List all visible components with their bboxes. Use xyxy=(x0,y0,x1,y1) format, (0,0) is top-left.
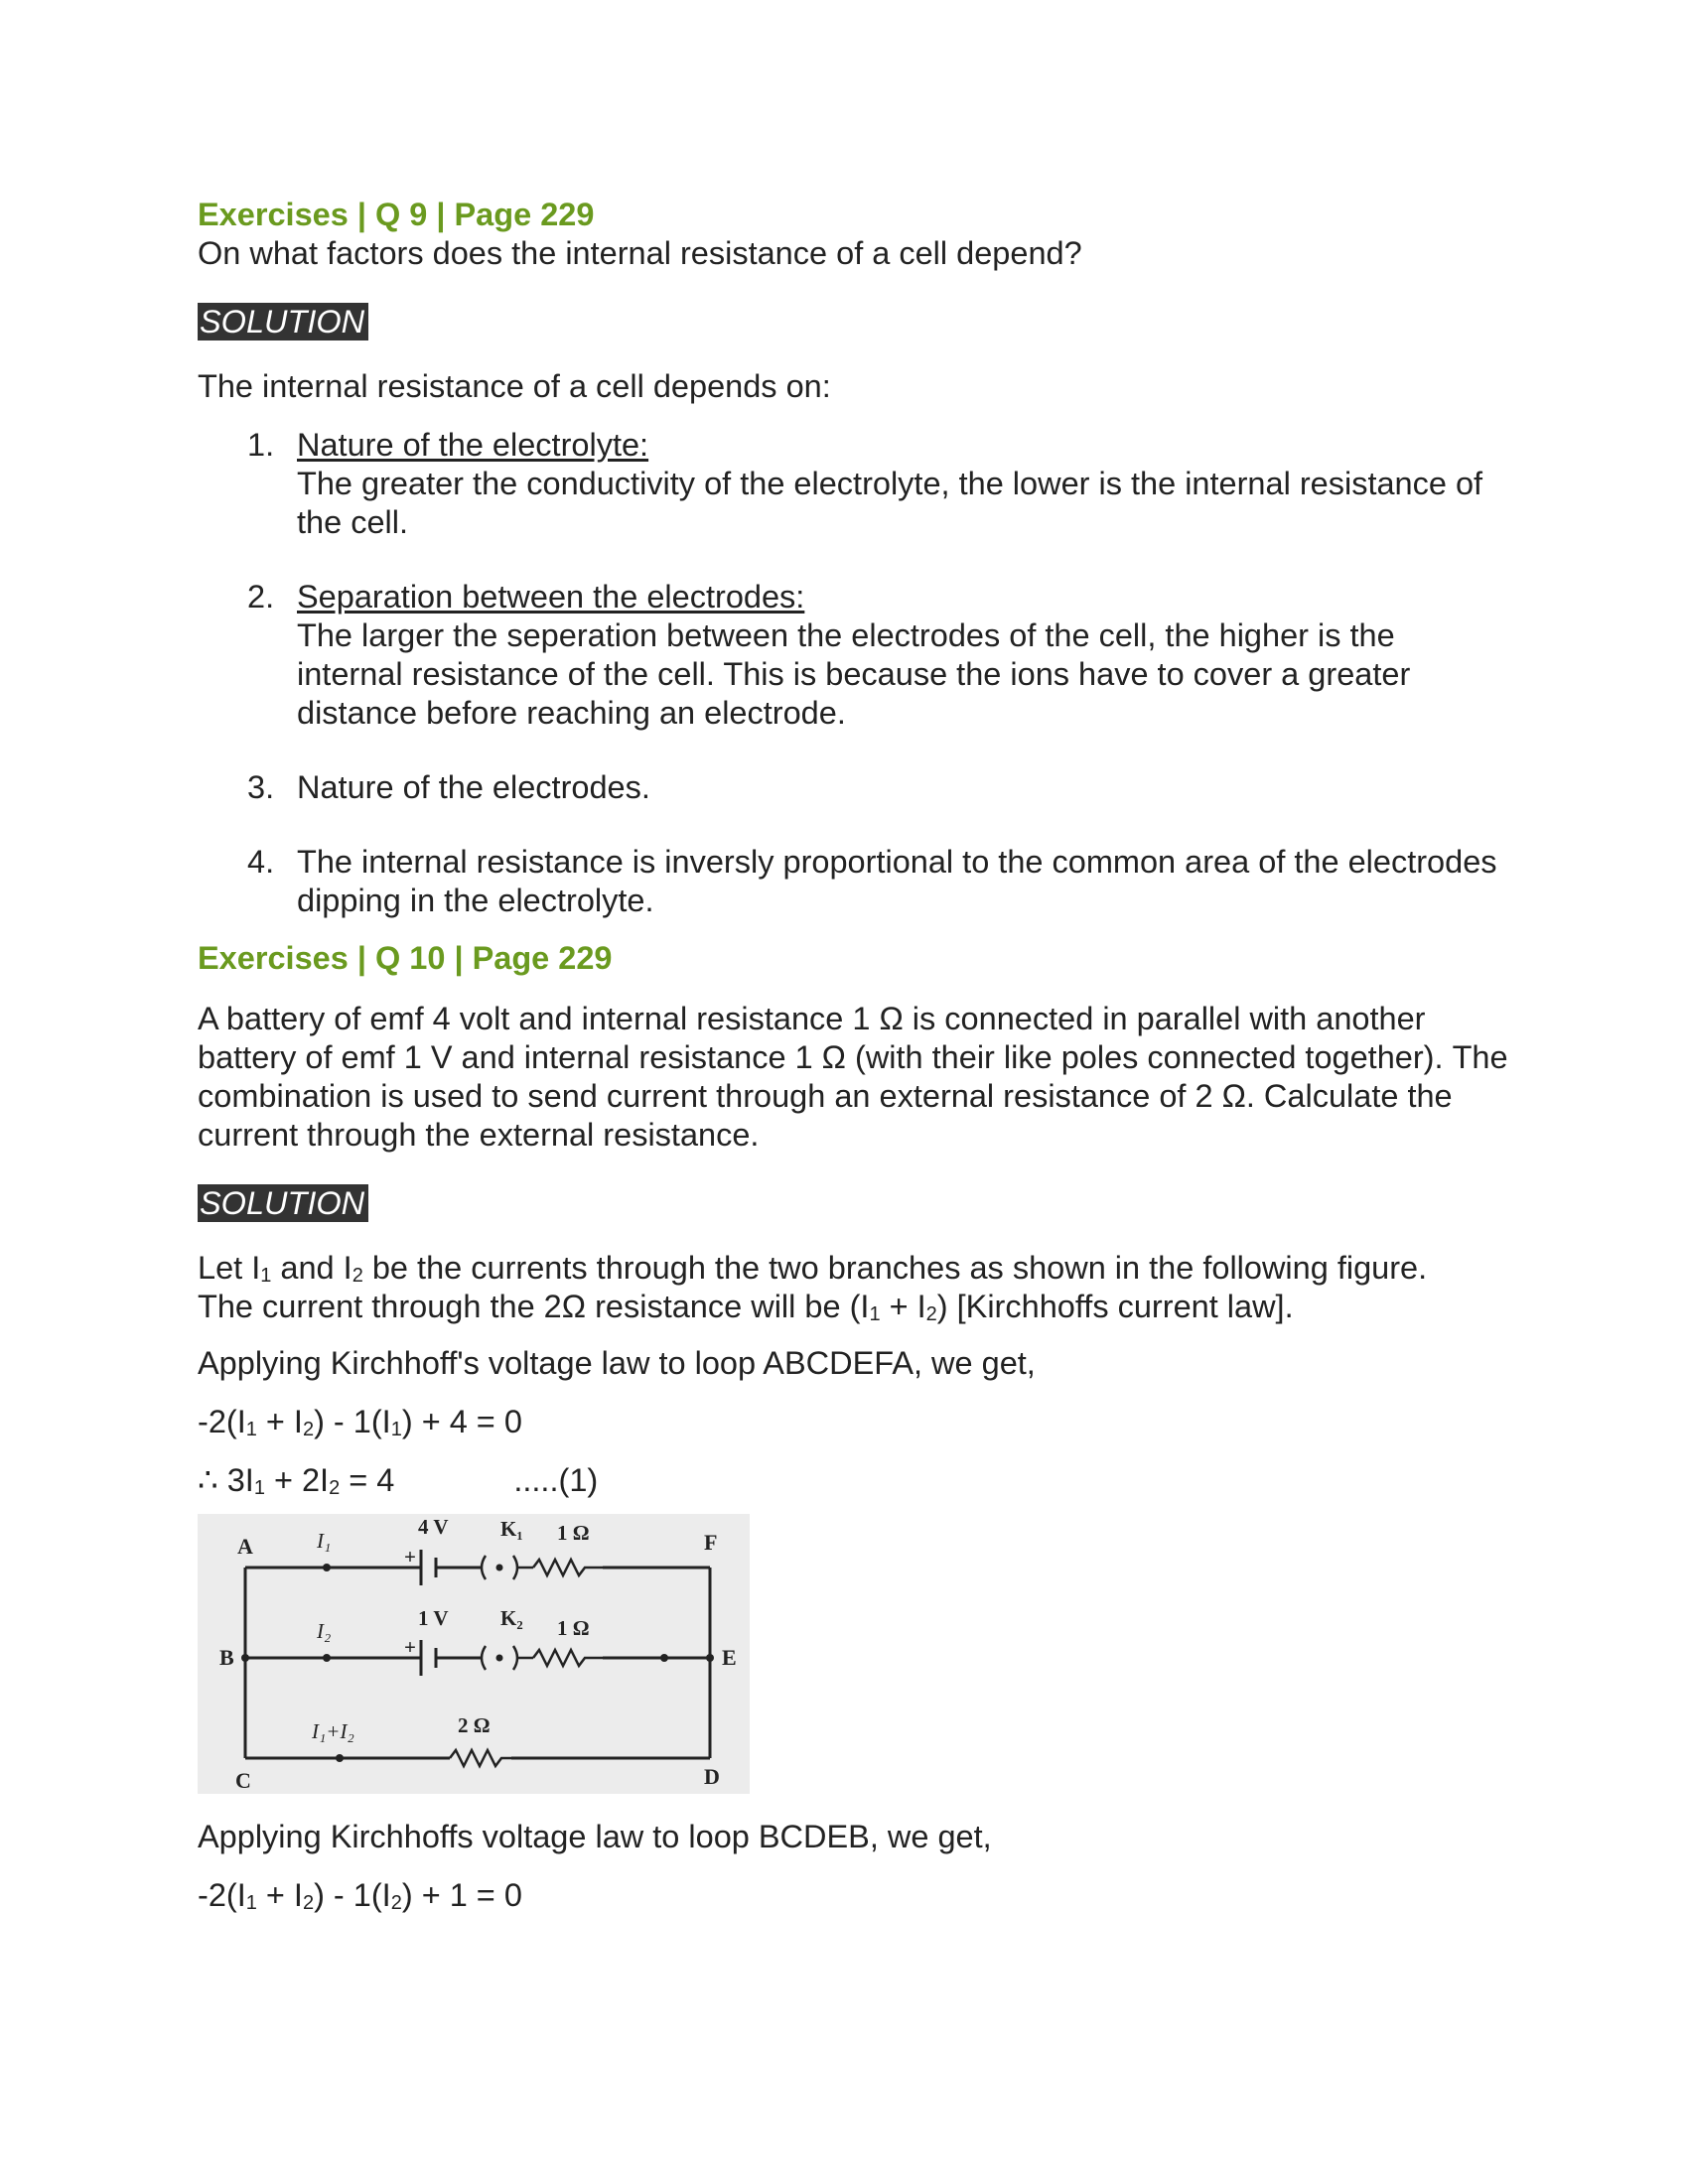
factor-body: The internal resistance is inversly proportional to the common area of the electrodes dipping in the electrolyte. xyxy=(297,844,1497,918)
key-k2-label: K₂ xyxy=(500,1606,523,1630)
node-d-label: D xyxy=(704,1764,720,1789)
resistor-2ohm xyxy=(450,1750,511,1766)
cell-4v-plus-sign: + xyxy=(404,1545,416,1569)
subscript: 2 xyxy=(302,1892,315,1914)
text-run: ) [Kirchhoffs current law]. xyxy=(936,1289,1294,1324)
junction-e xyxy=(706,1654,714,1662)
key-k1-right-bracket xyxy=(513,1556,517,1579)
text-run: ) + 4 = 0 xyxy=(401,1404,522,1439)
key-k1-dot xyxy=(496,1565,503,1571)
key-k2-right-bracket xyxy=(513,1646,517,1670)
text-run: The current through the 2Ω resistance will be (I xyxy=(198,1289,870,1324)
q9-solution-badge: SOLUTION xyxy=(198,303,368,341)
resistor-2ohm-label: 2 Ω xyxy=(458,1713,491,1737)
equation-3 xyxy=(198,1876,1508,1915)
factor-item-2 xyxy=(198,578,1508,733)
subscript: 1 xyxy=(390,1419,402,1440)
junction-e-marker xyxy=(660,1654,668,1662)
factor-title: Separation between the electrodes: xyxy=(297,579,805,614)
current-i1-label: I₁ xyxy=(317,1529,332,1553)
subscript: 1 xyxy=(245,1892,257,1914)
equation-2 xyxy=(198,1461,1508,1500)
q9-intro: The internal resistance of a cell depends on: xyxy=(198,368,831,404)
q10-question: A battery of emf 4 volt and internal resistance 1 Ω is connected in parallel with another battery of emf 1 V and internal resistance 1 Ω (with their like poles connected together). The combination is used to send current through an external resistance of 2 Ω. Calculate the current through the external resistance. xyxy=(198,1001,1508,1153)
factor-number: 1. xyxy=(247,427,275,463)
subscript: 2 xyxy=(390,1892,402,1914)
factor-item-1 xyxy=(198,426,1508,542)
text-run: ) + 1 = 0 xyxy=(401,1877,522,1913)
node-f-label: F xyxy=(704,1530,718,1555)
text-run: -2(I xyxy=(198,1404,246,1439)
factor-title: Nature of the electrolyte: xyxy=(297,427,649,463)
text-run: Let I xyxy=(198,1250,261,1286)
subscript: 2 xyxy=(925,1303,937,1325)
key-k2-left-bracket xyxy=(482,1646,486,1670)
subscript: 1 xyxy=(245,1419,257,1440)
factor-body: The larger the seperation between the electrodes of the cell, the higher is the internal resistance of the cell. This is because the ions have to cover a greater distance before reaching an electrode. xyxy=(297,617,1411,731)
text-run: ) - 1(I xyxy=(314,1877,391,1913)
emf-1v-label: 1 V xyxy=(418,1606,449,1630)
current-i2-label: I₂ xyxy=(317,1619,332,1643)
emf-4v-label: 4 V xyxy=(418,1515,449,1539)
circuit-figure xyxy=(198,1514,750,1794)
node-b-label: B xyxy=(219,1645,234,1670)
text-run: + I xyxy=(256,1404,303,1439)
subscript: 1 xyxy=(253,1477,265,1499)
resistor-top-label: 1 Ω xyxy=(557,1521,590,1545)
node-e-label: E xyxy=(722,1645,737,1670)
q10-currents-intro xyxy=(198,1249,1508,1326)
q10-solution-badge: SOLUTION xyxy=(198,1184,368,1222)
key-k1-label: K₁ xyxy=(500,1517,523,1541)
junction-b xyxy=(241,1654,249,1662)
resistor-1ohm-top xyxy=(533,1560,603,1575)
key-k2-dot xyxy=(496,1655,503,1662)
factor-item-4 xyxy=(198,843,1508,920)
current-marker-i12 xyxy=(336,1754,344,1762)
equation-number: .....(1) xyxy=(513,1462,599,1498)
cell-1v-plus-sign: + xyxy=(404,1635,416,1659)
resistor-mid-label: 1 Ω xyxy=(557,1616,590,1640)
text-run: + 2I xyxy=(264,1462,330,1498)
key-k1-left-bracket xyxy=(482,1556,486,1579)
factor-body: The greater the conductivity of the electrolyte, the lower is the internal resistance of the cell. xyxy=(297,466,1483,540)
text-run: = 4 xyxy=(340,1462,395,1498)
q9-question: On what factors does the internal resistance of a cell depend? xyxy=(198,235,1082,271)
subscript: 1 xyxy=(260,1265,272,1287)
loop1-text: Applying Kirchhoff's voltage law to loop ABCDEFA, we get, xyxy=(198,1345,1036,1381)
subscript: 1 xyxy=(869,1303,881,1325)
text-run: ) - 1(I xyxy=(314,1404,391,1439)
subscript: 2 xyxy=(302,1419,315,1440)
text-run: ∴ 3I xyxy=(198,1462,254,1498)
factor-list xyxy=(198,426,1508,920)
q10-heading: Exercises | Q 10 | Page 229 xyxy=(198,940,613,976)
text-run: be the currents through the two branches as shown in the following figure. xyxy=(362,1250,1428,1286)
circuit-diagram xyxy=(198,1514,750,1794)
current-i12-label: I₁+I₂ xyxy=(312,1719,354,1743)
current-marker-i1 xyxy=(323,1564,331,1571)
factor-body: Nature of the electrodes. xyxy=(297,769,650,805)
factor-item-3 xyxy=(198,768,1508,807)
node-c-label: C xyxy=(235,1768,251,1793)
current-marker-i2 xyxy=(323,1654,331,1662)
q9-heading: Exercises | Q 9 | Page 229 xyxy=(198,197,595,232)
factor-number: 2. xyxy=(247,579,275,614)
subscript: 2 xyxy=(352,1265,363,1287)
subscript: 2 xyxy=(329,1477,341,1499)
text-run: + I xyxy=(880,1289,926,1324)
text-run: -2(I xyxy=(198,1877,246,1913)
text-run: and I xyxy=(271,1250,352,1286)
text-run: + I xyxy=(256,1877,303,1913)
resistor-1ohm-mid xyxy=(533,1650,603,1666)
loop2-text: Applying Kirchhoffs voltage law to loop BCDEB, we get, xyxy=(198,1819,992,1854)
node-a-label: A xyxy=(237,1534,253,1559)
equation-1 xyxy=(198,1403,1508,1441)
factor-number: 3. xyxy=(247,769,275,805)
factor-number: 4. xyxy=(247,844,275,880)
